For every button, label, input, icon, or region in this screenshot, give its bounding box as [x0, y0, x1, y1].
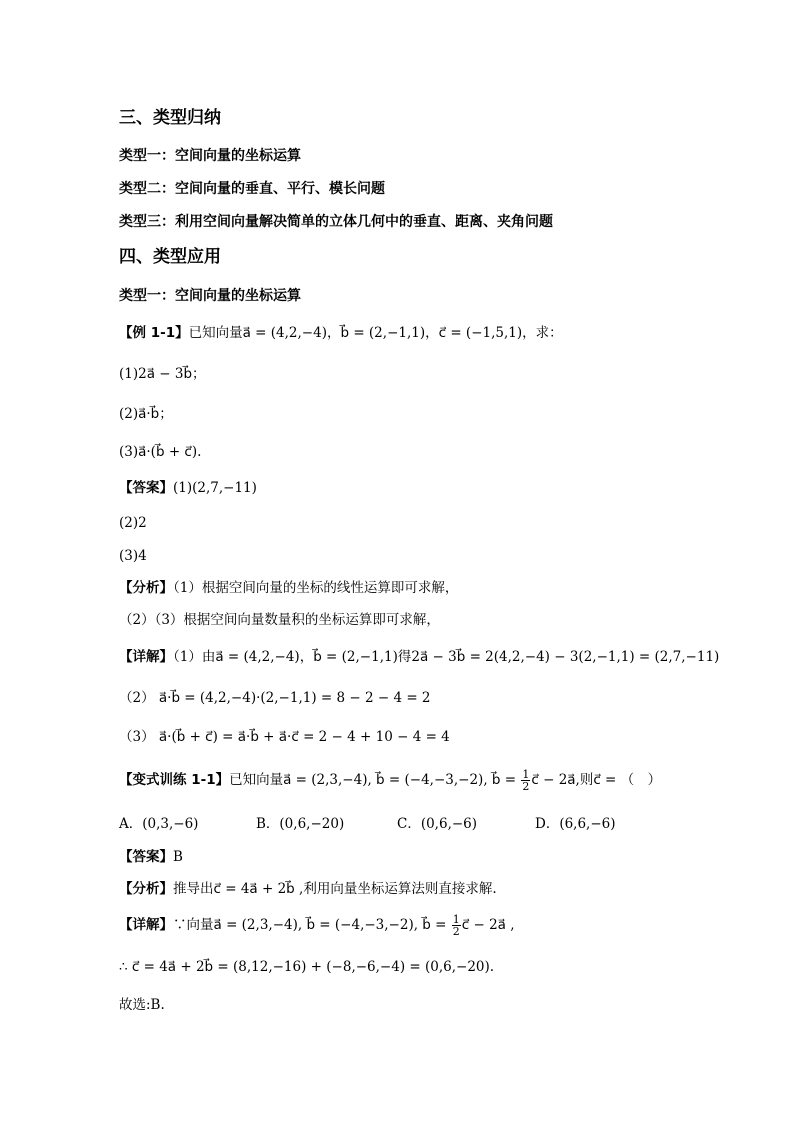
example-text: 已知向量a⃗ = (4,2,−4)，b⃗ = (2,−1,1)，c⃗ = (−1,5,1)，求：	[188, 325, 563, 341]
analysis-tag: 【分析】	[119, 580, 173, 596]
type-item-2: 类型二：空间向量的垂直、平行、模长问题	[119, 181, 385, 197]
analysis-line-1	[119, 578, 458, 598]
variant-detail-after: c⃗ − 2a⃗ ,	[461, 917, 515, 933]
question-2: (2)a⃗·b⃗；	[119, 406, 173, 422]
variant-tag: 【变式训练 1-1】	[119, 772, 230, 788]
option-a[interactable]: A．(0,3,−6)	[119, 816, 199, 832]
detail-line-2: （2） a⃗·b⃗ = (4,2,−4)·(2,−1,1) = 8 − 2 − 4 = 2	[119, 690, 431, 706]
section-4-title: 四、类型应用	[119, 247, 221, 267]
type-item-3: 类型三：利用空间向量解决简单的立体几何中的垂直、距离、夹角问题	[119, 214, 553, 230]
option-b[interactable]: B．(0,6,−20)	[256, 816, 345, 832]
variant-answer-line	[119, 847, 183, 867]
variant-answer-tag: 【答案】	[119, 849, 173, 865]
variant-detail-before: ∵向量a⃗ = (2,3,−4), b⃗ = (−4,−3,−2), b⃗ =	[173, 917, 451, 933]
answer-tag: 【答案】	[119, 480, 173, 496]
analysis-text-1: （1）根据空间向量的坐标的线性运算即可求解，	[173, 580, 459, 596]
fraction-one-half-detail: $\frac{1}{2}$	[452, 913, 460, 938]
variant-answer: B	[173, 849, 183, 865]
example-tag: 【例 1-1】	[119, 325, 189, 341]
variant-analysis-tag: 【分析】	[119, 881, 173, 897]
variant-text-after: c⃗ − 2a⃗,则c⃗ = （ ）	[531, 772, 662, 788]
answer-1: (1)(2,7,−11)	[173, 480, 257, 496]
variant-detail-tag: 【详解】	[119, 917, 173, 933]
fraction-one-half: $\frac{1}{2}$	[522, 768, 530, 793]
answer-line	[119, 478, 257, 498]
variant-conclusion: 故选:B.	[119, 997, 165, 1013]
answer-3: (3)4	[119, 548, 147, 564]
section-3-title: 三、类型归纳	[119, 108, 221, 128]
detail-line-1	[119, 647, 719, 667]
question-3: (3)a⃗·(b⃗ + c⃗).	[119, 444, 202, 460]
detail-tag: 【详解】	[119, 649, 173, 665]
detail-line-3: （3） a⃗·(b⃗ + c⃗) = a⃗·b⃗ + a⃗·c⃗ = 2 − 4 + 10 − 4 = 4	[119, 729, 450, 745]
option-c[interactable]: C．(0,6,−6)	[397, 816, 478, 832]
type-item-1: 类型一：空间向量的坐标运算	[119, 148, 301, 164]
detail-text-1: （1）由a⃗ = (4,2,−4)，b⃗ = (2,−1,1)得2a⃗ − 3b⃗ = 2(4,2,−4) − 3(2,−1,1) = (2,7,−11)	[173, 649, 720, 665]
variant-analysis-line	[119, 879, 497, 899]
analysis-line-2: （2）（3）根据空间向量数量积的坐标运算即可求解，	[119, 612, 440, 628]
variant-analysis-text: 推导出c⃗ = 4a⃗ + 2b⃗ ,利用向量坐标运算法则直接求解.	[173, 881, 497, 897]
example-1-1-statement	[119, 323, 563, 343]
variant-detail-line-1	[119, 914, 515, 937]
variant-detail-line-2: ∴ c⃗ = 4a⃗ + 2b⃗ = (8,12,−16) + (−8,−6,−4) = (0,6,−20).	[119, 959, 495, 975]
variant-text-before: 已知向量a⃗ = (2,3,−4), b⃗ = (−4,−3,−2), b⃗ =	[229, 772, 521, 788]
question-1: (1)2a⃗ − 3b⃗；	[119, 366, 206, 382]
variant-1-1-statement	[119, 769, 661, 792]
type-1-title: 类型一：空间向量的坐标运算	[119, 288, 301, 304]
answer-2: (2)2	[119, 515, 147, 531]
option-d[interactable]: D．(6,6,−6)	[535, 816, 616, 832]
